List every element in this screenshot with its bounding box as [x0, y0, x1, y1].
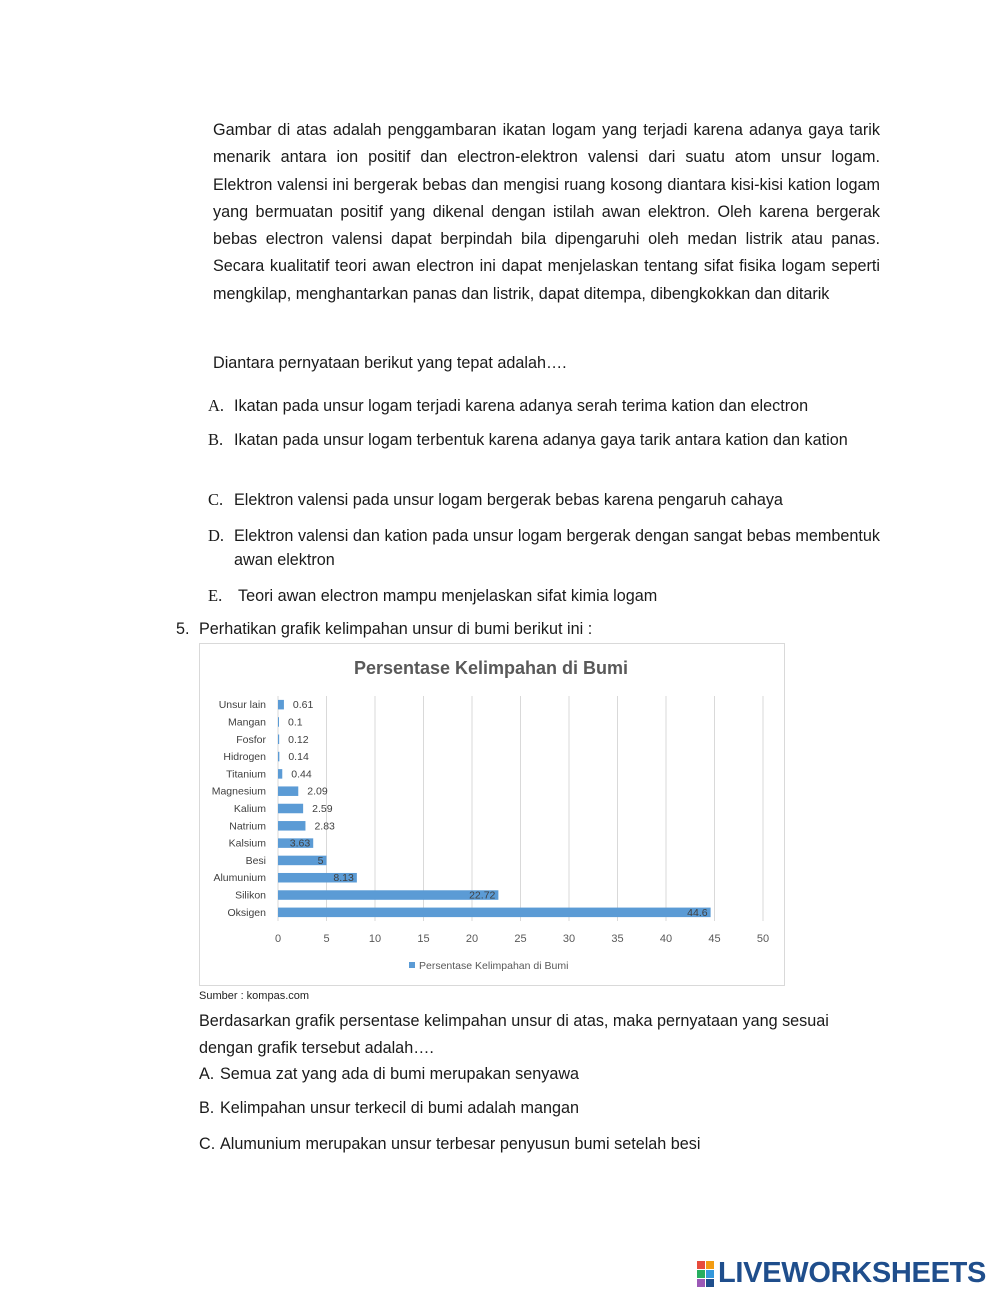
option-text: Ikatan pada unsur logam terjadi karena adanya serah terima kation dan electron	[234, 397, 809, 415]
option-4a[interactable]	[208, 394, 880, 418]
y-category-label: Kalium	[233, 803, 266, 815]
chart-title: Persentase Kelimpahan di Bumi	[353, 658, 629, 678]
option-letter: B.	[199, 1099, 215, 1117]
data-label: 2.09	[307, 785, 328, 798]
chart-svg	[200, 644, 784, 985]
y-category-label: Magnesium	[211, 785, 266, 798]
data-label: 8.13	[333, 872, 354, 885]
chart-source: Sumber : kompas.com	[199, 990, 310, 1002]
bar-oksigen	[278, 908, 711, 918]
y-category-label: Titanium	[226, 768, 266, 781]
y-category-label: Natrium	[229, 820, 266, 833]
y-category-label: Unsur lain	[218, 699, 266, 712]
data-label: 44.6	[687, 906, 708, 919]
data-label: 2.59	[312, 803, 333, 815]
x-tick-label: 30	[562, 933, 576, 945]
bar-unsur-lain	[278, 700, 284, 710]
bar-mangan	[278, 717, 279, 727]
y-category-label: Fosfor	[236, 733, 266, 746]
bar-titanium	[278, 769, 282, 779]
option-4b[interactable]	[208, 428, 880, 452]
x-tick-label: 10	[368, 933, 382, 945]
option-letter: C.	[208, 490, 224, 509]
chart-legend	[409, 960, 568, 972]
option-text: Semua zat yang ada di bumi merupakan senyawa	[220, 1065, 580, 1083]
option-letter: B.	[208, 430, 224, 449]
option-text: Ikatan pada unsur logam terbentuk karena adanya gaya tarik antara kation dan kation	[234, 431, 848, 449]
question-5-prompt: Perhatikan grafik kelimpahan unsur di bumi berikut ini :	[199, 620, 593, 638]
data-label: 2.83	[314, 820, 335, 833]
bar-fosfor	[278, 735, 279, 745]
data-label: 0.12	[288, 733, 309, 746]
logo-text: LIVEWORKSHEETS	[718, 1257, 987, 1289]
x-tick-label: 40	[659, 933, 673, 945]
option-letter: A.	[199, 1065, 215, 1083]
data-label: 5	[317, 854, 324, 867]
option-5b[interactable]	[199, 1099, 579, 1118]
x-tick-label: 25	[514, 933, 527, 945]
data-label: 22.72	[469, 889, 496, 902]
y-category-label: Silikon	[235, 889, 266, 902]
y-category-label: Alumunium	[213, 872, 266, 885]
x-tick-label: 20	[465, 933, 479, 945]
y-category-label: Hidrogen	[223, 751, 266, 764]
option-text: Elektron valensi pada unsur logam bergerak bebas karena pengaruh cahaya	[234, 491, 783, 509]
data-label: 0.14	[288, 751, 309, 764]
y-category-label: Oksigen	[227, 906, 266, 919]
x-tick-label: 15	[417, 933, 430, 945]
data-label: 0.61	[292, 699, 314, 712]
y-category-label: Mangan	[228, 716, 266, 729]
intro-paragraph: Gambar di atas adalah penggambaran ikatan logam yang terjadi karena adanya gaya tarik menarik antara ion positif dan electron-elektron valensi dari suatu atom unsur logam. Elektron valensi ini bergerak bebas dan mengisi ruang kosong diantara kisi-kisi kation logam yang bermuatan positif yang dikenal dengan istilah awan elektron. Oleh karena bergerak bebas electron valensi dapat berpindah bila dipengaruhi oleh medan listrik atau panas. Secara kualitatif teori awan electron ini dapat menjelaskan tentang sifat fisika logam seperti mengkilap, menghantarkan panas dan listrik, dapat ditempa, dibengkokkan dan ditarik	[213, 121, 880, 303]
option-text: Elektron valensi dan kation pada unsur logam bergerak dengan sangat bebas membentuk awan elektron	[234, 527, 880, 569]
option-letter: E.	[208, 586, 223, 605]
option-5a[interactable]	[199, 1065, 579, 1084]
bar-hidrogen	[278, 752, 279, 762]
y-category-label: Besi	[245, 854, 266, 867]
question-5-heading	[176, 620, 592, 639]
data-label: 3.63	[289, 837, 311, 850]
option-4c[interactable]	[208, 488, 880, 512]
legend-swatch	[409, 962, 415, 968]
bar-natrium	[278, 821, 305, 831]
logo-mark-icon	[697, 1261, 714, 1287]
bar-silikon	[278, 890, 498, 900]
question-5-body: Berdasarkan grafik persentase kelimpahan unsur di atas, maka pernyataan yang sesuai dengan grafik tersebut adalah….	[199, 1012, 829, 1057]
x-tick-label: 5	[323, 933, 330, 945]
option-letter: D.	[208, 526, 225, 545]
legend-label: Persentase Kelimpahan di Bumi	[419, 960, 569, 972]
question-4-prompt: Diantara pernyataan berikut yang tepat adalah….	[213, 354, 567, 372]
option-5c[interactable]	[199, 1135, 701, 1154]
data-label: 0.44	[291, 768, 312, 781]
option-text: Kelimpahan unsur terkecil di bumi adalah mangan	[220, 1099, 580, 1117]
data-label: 0.1	[288, 716, 303, 729]
x-tick-label: 45	[708, 933, 721, 945]
x-tick-label: 50	[756, 933, 770, 945]
option-text: Teori awan electron mampu menjelaskan sifat kimia logam	[238, 587, 658, 605]
liveworksheets-logo	[697, 1257, 986, 1290]
x-tick-label: 35	[611, 933, 624, 945]
option-letter: A.	[208, 396, 225, 415]
bar-magnesium	[278, 786, 298, 796]
abundance-chart	[199, 643, 785, 986]
option-text: Alumunium merupakan unsur terbesar penyusun bumi setelah besi	[220, 1135, 701, 1153]
x-tick-label: 0	[274, 933, 282, 945]
y-category-label: Kalsium	[228, 837, 266, 850]
option-4e[interactable]	[208, 584, 880, 608]
question-number: 5.	[176, 620, 190, 638]
option-letter: C.	[199, 1135, 216, 1153]
option-4d[interactable]	[208, 524, 880, 572]
bar-kalium	[278, 804, 303, 814]
